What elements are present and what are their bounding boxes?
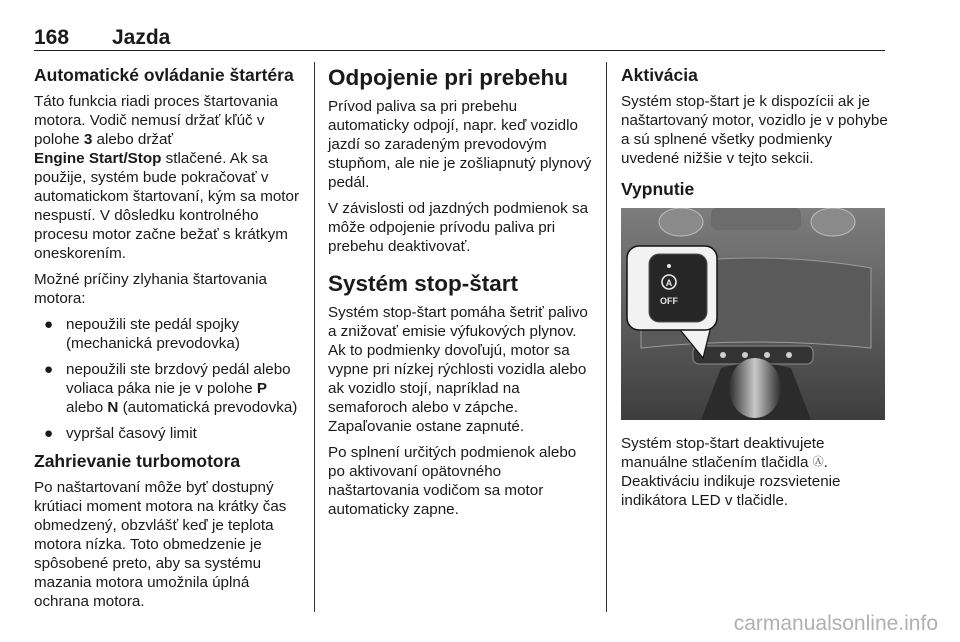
paragraph-activation: Systém stop-štart je k dispozícii ak je naštartovaný motor, vozidlo je v pohybe a sú splnené všetky podmienky uvedené nižšie v tejto sekcii. <box>621 93 888 167</box>
heading-turbo: Zahrievanie turbomotora <box>34 451 241 471</box>
bullet-icon: ● <box>44 425 54 442</box>
paragraph-fuel-cutoff-2: V závislosti od jazdných podmienok sa môže odpojenie prívodu paliva pri prebehu deaktivovať. <box>328 200 589 255</box>
list-item-text: vypršal časový limit <box>66 425 197 442</box>
column-2 <box>328 64 596 526</box>
paragraph-stop-start-1: Systém stop-štart pomáha šetriť palivo a znižovať emisie výfukových plynov. Ak to podmienky dovoľujú, motor sa vypne pri nízkej rýchlosti vozidla alebo ak vozidlo stojí, napríklad na semaforoch alebo v zápche. Zapaľovanie ostane zapnuté. <box>328 304 588 435</box>
watermark: carmanualsonline.info <box>733 612 938 635</box>
text-bold: P <box>256 380 267 397</box>
text: alebo držať <box>92 131 174 148</box>
list-item <box>34 360 302 417</box>
paragraph-turbo: Po naštartovaní môže byť dostupný krútiaci moment motora na krátky čas obmedzený, obzvlášť keď je teplota motora nízka. Toto obmedzenie je spôsobené preto, aby sa systému mazania motora umožnila úplná ochrana motora. <box>34 479 287 610</box>
heading-auto-starter: Automatické ovládanie štartéra <box>34 65 294 85</box>
text: stlačené. Ak sa použije, systém bude pokračovať v automatickom štartovaní, kým sa motor nespustí. V dôsledku kontrolného procesu motor začne bežať s krátkym oneskorením. <box>34 150 300 262</box>
list-item <box>34 424 302 443</box>
paragraph-auto-starter <box>34 92 302 263</box>
header-rule <box>34 50 885 51</box>
heading-activation: Aktivácia <box>621 65 698 85</box>
text: Deaktiváciu indikuje rozsvietenie indikátora LED v tlačidle. <box>621 473 841 509</box>
list-item <box>34 315 302 353</box>
heading-deactivation: Vypnutie <box>621 179 695 199</box>
text-bold: 3 <box>83 131 93 148</box>
column-1 <box>34 64 302 618</box>
failure-list <box>34 315 302 443</box>
section-title: Jazda <box>112 26 171 49</box>
bullet-icon: ● <box>44 316 54 333</box>
column-divider-2 <box>606 62 607 612</box>
text-bold: Engine Start/Stop <box>34 150 162 167</box>
text: . <box>823 454 828 471</box>
bullet-icon: ● <box>44 361 54 378</box>
paragraph-deactivation-1 <box>621 434 891 510</box>
text-bold: N <box>107 399 119 416</box>
paragraph-stop-start-2: Po splnení určitých podmienok alebo po aktivovaní opätovného naštartovania vodičom sa motor automaticky zapne. <box>328 444 577 518</box>
off-label: OFF <box>660 296 678 306</box>
text: Systém stop-štart deaktivujete manuálne stlačením tlačidla <box>621 435 825 471</box>
heading-stop-start: Systém stop-štart <box>328 271 519 296</box>
list-item-text: nepoužili ste pedál spojky (mechanická prevodovka) <box>66 316 240 352</box>
page-number: 168 <box>34 26 70 49</box>
text: Táto funkcia riadi proces štartovania motora. Vodič nemusí držať kľúč v polohe <box>34 93 278 148</box>
column-3 <box>621 64 891 517</box>
paragraph-failure-causes: Možné príčiny zlyhania štartovania motora: <box>34 271 267 307</box>
list-item-text: alebo <box>66 399 108 416</box>
paragraph-fuel-cutoff-1: Prívod paliva sa pri prebehu automaticky odpojí, napr. keď vozidlo jazdí so zaradeným prevodovým stupňom, ale nie je zošliapnutý plynový pedál. <box>328 98 592 191</box>
list-item-text: (automatická prevodovka) <box>118 399 298 416</box>
svg-text:A: A <box>665 278 673 288</box>
list-item-text: nepoužili ste brzdový pedál alebo voliaca páka nie je v polohe <box>66 361 291 397</box>
column-divider-1 <box>314 62 315 612</box>
stop-start-button-figure <box>621 208 885 420</box>
stop-start-button-icon: Ⓐ <box>812 456 824 468</box>
heading-fuel-cutoff: Odpojenie pri prebehu <box>328 65 569 90</box>
